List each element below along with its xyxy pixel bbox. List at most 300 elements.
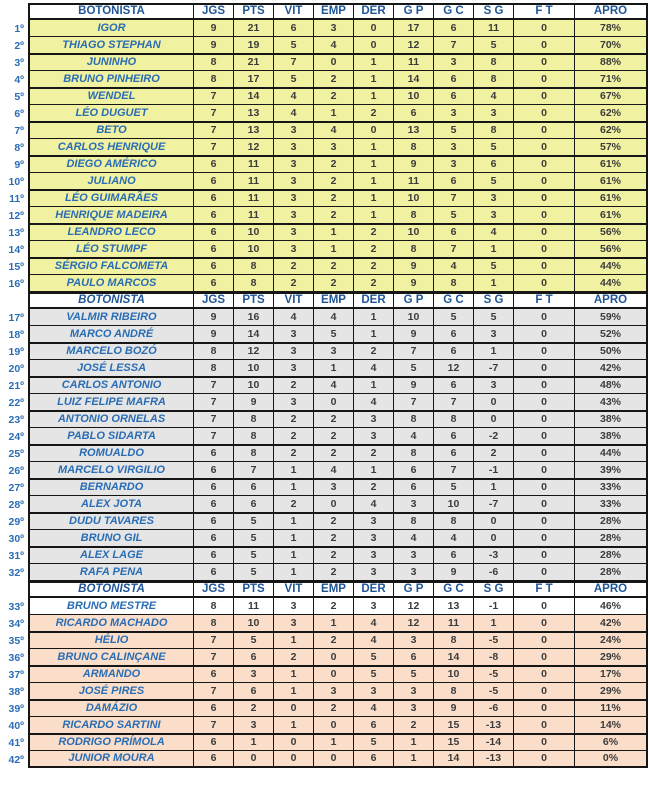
stat-cell-gp: 12 (394, 37, 434, 54)
stat-cell-emp: 2 (314, 428, 354, 445)
stat-cell-ft: 0 (514, 445, 575, 462)
player-row (0, 751, 650, 768)
stat-cell-gp: 7 (394, 343, 434, 360)
stat-cell-der: 1 (354, 377, 394, 394)
rank-label: 19º (0, 343, 28, 360)
player-row (0, 139, 650, 156)
stat-cell-der: 1 (354, 207, 394, 224)
stat-cell-ft: 0 (514, 734, 575, 751)
player-row (0, 173, 650, 190)
stat-cell-sg: -2 (474, 428, 514, 445)
player-name-cell: ANTONIO ORNELAS (28, 411, 194, 428)
stat-cell-gp: 8 (394, 241, 434, 258)
player-name-cell: JULIANO (28, 173, 194, 190)
player-row (0, 666, 650, 683)
player-name-cell: JOSÉ LESSA (28, 360, 194, 377)
stat-cell-vit: 3 (274, 241, 314, 258)
rank-label: 28º (0, 496, 28, 513)
rank-label: 5º (0, 88, 28, 105)
stat-cell-apro: 44% (575, 445, 648, 462)
player-name-cell: PAULO MARCOS (28, 275, 194, 292)
stat-cell-der: 3 (354, 411, 394, 428)
rank-label: 18º (0, 326, 28, 343)
stat-cell-gc: 13 (434, 598, 474, 615)
stat-cell-gc: 8 (434, 411, 474, 428)
column-header-apro: APRO (575, 3, 648, 20)
stat-cell-sg: 6 (474, 156, 514, 173)
stat-cell-vit: 2 (274, 258, 314, 275)
player-name-cell: ROMUALDO (28, 445, 194, 462)
player-row (0, 207, 650, 224)
stat-cell-apro: 61% (575, 190, 648, 207)
stat-cell-jgs: 7 (194, 428, 234, 445)
rank-label: 26º (0, 462, 28, 479)
stat-cell-ft: 0 (514, 326, 575, 343)
stat-cell-apro: 62% (575, 122, 648, 139)
stat-cell-vit: 1 (274, 564, 314, 581)
stat-cell-gp: 3 (394, 700, 434, 717)
stat-cell-apro: 28% (575, 513, 648, 530)
rank-label: 41º (0, 734, 28, 751)
stat-cell-emp: 3 (314, 139, 354, 156)
stat-cell-pts: 8 (234, 428, 274, 445)
stat-cell-gp: 10 (394, 88, 434, 105)
stat-cell-apro: 43% (575, 394, 648, 411)
rank-label: 3º (0, 54, 28, 71)
stat-cell-der: 3 (354, 598, 394, 615)
stat-cell-gp: 3 (394, 496, 434, 513)
player-name-cell: RODRIGO PRÍMOLA (28, 734, 194, 751)
stat-cell-ft: 0 (514, 394, 575, 411)
stat-cell-gc: 15 (434, 734, 474, 751)
stat-cell-pts: 21 (234, 20, 274, 37)
stat-cell-der: 4 (354, 632, 394, 649)
rank-label: 15º (0, 258, 28, 275)
stat-cell-apro: 14% (575, 717, 648, 734)
rank-label: 36º (0, 649, 28, 666)
rank-label: 17º (0, 309, 28, 326)
player-row (0, 649, 650, 666)
stat-cell-sg: -5 (474, 683, 514, 700)
column-header-gp: G P (394, 3, 434, 20)
column-header-ft: F T (514, 3, 575, 20)
stat-cell-gp: 8 (394, 411, 434, 428)
player-row (0, 224, 650, 241)
stat-cell-der: 1 (354, 462, 394, 479)
player-name-cell: DUDU TAVARES (28, 513, 194, 530)
player-row (0, 54, 650, 71)
column-header-sg: S G (474, 292, 514, 309)
player-row (0, 411, 650, 428)
stat-cell-vit: 2 (274, 377, 314, 394)
player-row (0, 683, 650, 700)
column-header-gc: G C (434, 581, 474, 598)
rank-label: 25º (0, 445, 28, 462)
stat-cell-gc: 3 (434, 105, 474, 122)
column-header-botonista: BOTONISTA (28, 581, 194, 598)
column-header-der: DER (354, 581, 394, 598)
stat-cell-sg: 0 (474, 530, 514, 547)
stat-cell-jgs: 6 (194, 156, 234, 173)
column-header-pts: PTS (234, 581, 274, 598)
stat-cell-der: 3 (354, 683, 394, 700)
player-row (0, 190, 650, 207)
stat-cell-jgs: 6 (194, 547, 234, 564)
stat-cell-sg: 5 (474, 37, 514, 54)
stat-cell-pts: 19 (234, 37, 274, 54)
stat-cell-der: 1 (354, 54, 394, 71)
rank-label: 40º (0, 717, 28, 734)
stat-cell-gp: 8 (394, 139, 434, 156)
stat-cell-ft: 0 (514, 683, 575, 700)
stat-cell-der: 2 (354, 105, 394, 122)
stat-cell-pts: 1 (234, 734, 274, 751)
stat-cell-vit: 1 (274, 632, 314, 649)
stat-cell-gp: 1 (394, 751, 434, 768)
stat-cell-apro: 39% (575, 462, 648, 479)
stat-cell-gc: 9 (434, 700, 474, 717)
player-row (0, 717, 650, 734)
stat-cell-gc: 6 (434, 343, 474, 360)
stat-cell-gc: 11 (434, 615, 474, 632)
stat-cell-emp: 4 (314, 309, 354, 326)
stat-cell-ft: 0 (514, 632, 575, 649)
stat-cell-der: 0 (354, 20, 394, 37)
stat-cell-emp: 3 (314, 683, 354, 700)
stat-cell-emp: 4 (314, 37, 354, 54)
stat-cell-pts: 5 (234, 513, 274, 530)
stat-cell-emp: 0 (314, 394, 354, 411)
stat-cell-pts: 6 (234, 479, 274, 496)
stat-cell-apro: 38% (575, 411, 648, 428)
stat-cell-emp: 0 (314, 649, 354, 666)
stat-cell-sg: 3 (474, 207, 514, 224)
rank-label: 27º (0, 479, 28, 496)
stat-cell-apro: 50% (575, 343, 648, 360)
stat-cell-vit: 4 (274, 88, 314, 105)
stat-cell-gp: 6 (394, 462, 434, 479)
stat-cell-sg: 1 (474, 479, 514, 496)
section-header-row (0, 581, 650, 598)
stat-cell-sg: -6 (474, 700, 514, 717)
stat-cell-emp: 2 (314, 71, 354, 88)
rank-label: 7º (0, 122, 28, 139)
stat-cell-jgs: 8 (194, 343, 234, 360)
stat-cell-emp: 1 (314, 105, 354, 122)
stat-cell-jgs: 8 (194, 360, 234, 377)
column-header-vit: VIT (274, 292, 314, 309)
stat-cell-der: 1 (354, 190, 394, 207)
player-name-cell: RICARDO MACHADO (28, 615, 194, 632)
player-row (0, 700, 650, 717)
player-row (0, 88, 650, 105)
stat-cell-sg: 8 (474, 54, 514, 71)
stat-cell-emp: 4 (314, 377, 354, 394)
player-row (0, 734, 650, 751)
stat-cell-jgs: 7 (194, 139, 234, 156)
stat-cell-pts: 10 (234, 224, 274, 241)
stat-cell-jgs: 6 (194, 734, 234, 751)
stat-cell-gp: 9 (394, 326, 434, 343)
stat-cell-jgs: 6 (194, 496, 234, 513)
stat-cell-sg: -5 (474, 632, 514, 649)
stat-cell-pts: 8 (234, 445, 274, 462)
stat-cell-vit: 6 (274, 20, 314, 37)
stat-cell-gc: 6 (434, 20, 474, 37)
stat-cell-gp: 9 (394, 377, 434, 394)
stat-cell-emp: 2 (314, 156, 354, 173)
stat-cell-ft: 0 (514, 428, 575, 445)
stat-cell-jgs: 6 (194, 445, 234, 462)
player-name-cell: MARCELO BOZÓ (28, 343, 194, 360)
stat-cell-vit: 4 (274, 309, 314, 326)
stat-cell-emp: 1 (314, 241, 354, 258)
stat-cell-gc: 3 (434, 156, 474, 173)
stat-cell-der: 6 (354, 717, 394, 734)
column-header-jgs: JGS (194, 3, 234, 20)
stat-cell-emp: 2 (314, 513, 354, 530)
stat-cell-jgs: 6 (194, 241, 234, 258)
stat-cell-emp: 1 (314, 224, 354, 241)
stat-cell-sg: 5 (474, 309, 514, 326)
stat-cell-gc: 7 (434, 190, 474, 207)
stat-cell-gc: 8 (434, 683, 474, 700)
stat-cell-sg: -13 (474, 717, 514, 734)
stat-cell-pts: 16 (234, 309, 274, 326)
stat-cell-der: 5 (354, 649, 394, 666)
stat-cell-apro: 48% (575, 377, 648, 394)
stat-cell-pts: 8 (234, 258, 274, 275)
stat-cell-apro: 33% (575, 496, 648, 513)
rank-label: 38º (0, 683, 28, 700)
stat-cell-ft: 0 (514, 615, 575, 632)
player-name-cell: DAMÁZIO (28, 700, 194, 717)
stat-cell-sg: 2 (474, 445, 514, 462)
stat-cell-vit: 3 (274, 173, 314, 190)
stat-cell-apro: 88% (575, 54, 648, 71)
stat-cell-emp: 2 (314, 700, 354, 717)
stat-cell-emp: 2 (314, 173, 354, 190)
column-header-jgs: JGS (194, 292, 234, 309)
stat-cell-sg: -7 (474, 496, 514, 513)
stat-cell-gc: 6 (434, 224, 474, 241)
stat-cell-vit: 1 (274, 462, 314, 479)
player-name-cell: LÉO GUIMARÃES (28, 190, 194, 207)
rank-label: 39º (0, 700, 28, 717)
stat-cell-vit: 2 (274, 649, 314, 666)
column-header-der: DER (354, 3, 394, 20)
stat-cell-gc: 3 (434, 139, 474, 156)
stat-cell-ft: 0 (514, 258, 575, 275)
stat-cell-vit: 0 (274, 700, 314, 717)
stat-cell-apro: 67% (575, 88, 648, 105)
stat-cell-der: 1 (354, 173, 394, 190)
column-header-botonista: BOTONISTA (28, 3, 194, 20)
stat-cell-der: 1 (354, 326, 394, 343)
stat-cell-pts: 13 (234, 105, 274, 122)
column-header-pts: PTS (234, 3, 274, 20)
stat-cell-der: 2 (354, 224, 394, 241)
stat-cell-gp: 10 (394, 224, 434, 241)
stat-cell-gp: 10 (394, 190, 434, 207)
stat-cell-der: 2 (354, 275, 394, 292)
stat-cell-ft: 0 (514, 241, 575, 258)
stat-cell-gp: 3 (394, 547, 434, 564)
stat-cell-gp: 6 (394, 479, 434, 496)
stat-cell-apro: 42% (575, 615, 648, 632)
stat-cell-sg: 3 (474, 326, 514, 343)
player-name-cell: VALMIR RIBEIRO (28, 309, 194, 326)
player-row (0, 598, 650, 615)
stat-cell-jgs: 6 (194, 564, 234, 581)
stat-cell-gc: 5 (434, 122, 474, 139)
rank-label: 1º (0, 20, 28, 37)
stat-cell-jgs: 7 (194, 377, 234, 394)
stat-cell-apro: 52% (575, 326, 648, 343)
rank-label: 37º (0, 666, 28, 683)
stat-cell-gc: 5 (434, 207, 474, 224)
stat-cell-emp: 2 (314, 530, 354, 547)
stat-cell-ft: 0 (514, 54, 575, 71)
player-row (0, 615, 650, 632)
stat-cell-pts: 5 (234, 632, 274, 649)
stat-cell-emp: 2 (314, 258, 354, 275)
stat-cell-jgs: 6 (194, 666, 234, 683)
player-row (0, 360, 650, 377)
stat-cell-gp: 7 (394, 394, 434, 411)
stat-cell-pts: 10 (234, 360, 274, 377)
stat-cell-pts: 2 (234, 700, 274, 717)
stat-cell-emp: 5 (314, 326, 354, 343)
stat-cell-emp: 2 (314, 564, 354, 581)
player-row (0, 343, 650, 360)
stat-cell-vit: 4 (274, 105, 314, 122)
stat-cell-gp: 1 (394, 734, 434, 751)
stat-cell-der: 0 (354, 122, 394, 139)
stat-cell-apro: 44% (575, 258, 648, 275)
stat-cell-jgs: 8 (194, 71, 234, 88)
stat-cell-der: 5 (354, 666, 394, 683)
stat-cell-apro: 29% (575, 683, 648, 700)
stat-cell-pts: 6 (234, 683, 274, 700)
stat-cell-ft: 0 (514, 598, 575, 615)
stat-cell-gp: 10 (394, 309, 434, 326)
stat-cell-der: 2 (354, 258, 394, 275)
player-name-cell: LÉO STUMPF (28, 241, 194, 258)
stat-cell-sg: 5 (474, 173, 514, 190)
player-row (0, 377, 650, 394)
stat-cell-der: 1 (354, 139, 394, 156)
rank-gutter-spacer (0, 3, 28, 20)
stat-cell-pts: 13 (234, 122, 274, 139)
stat-cell-sg: 8 (474, 71, 514, 88)
stat-cell-gp: 8 (394, 207, 434, 224)
stat-cell-gc: 6 (434, 377, 474, 394)
rank-label: 10º (0, 173, 28, 190)
player-name-cell: MARCELO VIRGILIO (28, 462, 194, 479)
stat-cell-gc: 7 (434, 394, 474, 411)
stat-cell-sg: -1 (474, 462, 514, 479)
stat-cell-ft: 0 (514, 751, 575, 768)
player-name-cell: CARLOS HENRIQUE (28, 139, 194, 156)
rank-label: 14º (0, 241, 28, 258)
player-name-cell: ALEX JOTA (28, 496, 194, 513)
stat-cell-ft: 0 (514, 139, 575, 156)
stat-cell-emp: 2 (314, 411, 354, 428)
player-name-cell: DIEGO AMÉRICO (28, 156, 194, 173)
rank-gutter-spacer (0, 581, 28, 598)
stat-cell-jgs: 9 (194, 37, 234, 54)
botonista-standings-table (0, 3, 650, 768)
rank-label: 2º (0, 37, 28, 54)
stat-cell-sg: 0 (474, 394, 514, 411)
stat-cell-sg: -1 (474, 598, 514, 615)
stat-cell-apro: 56% (575, 241, 648, 258)
player-name-cell: BRUNO PINHEIRO (28, 71, 194, 88)
player-name-cell: RICARDO SARTINI (28, 717, 194, 734)
stat-cell-gc: 9 (434, 564, 474, 581)
stat-cell-apro: 29% (575, 649, 648, 666)
stat-cell-vit: 2 (274, 445, 314, 462)
rank-label: 31º (0, 547, 28, 564)
stat-cell-emp: 4 (314, 122, 354, 139)
stat-cell-gc: 6 (434, 547, 474, 564)
stat-cell-apro: 61% (575, 173, 648, 190)
stat-cell-vit: 2 (274, 411, 314, 428)
stat-cell-pts: 11 (234, 156, 274, 173)
stat-cell-emp: 3 (314, 343, 354, 360)
stat-cell-jgs: 6 (194, 462, 234, 479)
column-header-apro: APRO (575, 581, 648, 598)
rank-label: 8º (0, 139, 28, 156)
player-name-cell: BRUNO CALINÇANE (28, 649, 194, 666)
section-header-row (0, 3, 650, 20)
stat-cell-der: 4 (354, 394, 394, 411)
stat-cell-jgs: 7 (194, 632, 234, 649)
stat-cell-jgs: 8 (194, 54, 234, 71)
stat-cell-apro: 17% (575, 666, 648, 683)
stat-cell-jgs: 7 (194, 683, 234, 700)
stat-cell-der: 3 (354, 513, 394, 530)
rank-label: 16º (0, 275, 28, 292)
player-row (0, 37, 650, 54)
stat-cell-gc: 6 (434, 88, 474, 105)
player-name-cell: JUNIOR MOURA (28, 751, 194, 768)
stat-cell-gp: 6 (394, 649, 434, 666)
stat-cell-apro: 56% (575, 224, 648, 241)
stat-cell-pts: 14 (234, 88, 274, 105)
stat-cell-emp: 0 (314, 751, 354, 768)
stat-cell-gp: 11 (394, 54, 434, 71)
stat-cell-vit: 2 (274, 428, 314, 445)
rank-label: 35º (0, 632, 28, 649)
rank-label: 32º (0, 564, 28, 581)
stat-cell-gp: 17 (394, 20, 434, 37)
stat-cell-gp: 14 (394, 71, 434, 88)
stat-cell-vit: 0 (274, 751, 314, 768)
stat-cell-sg: 1 (474, 615, 514, 632)
stat-cell-apro: 71% (575, 71, 648, 88)
stat-cell-apro: 61% (575, 156, 648, 173)
player-row (0, 275, 650, 292)
player-row (0, 428, 650, 445)
stat-cell-jgs: 9 (194, 309, 234, 326)
stat-cell-gc: 3 (434, 54, 474, 71)
stat-cell-gc: 15 (434, 717, 474, 734)
stat-cell-vit: 1 (274, 683, 314, 700)
stat-cell-emp: 1 (314, 360, 354, 377)
stat-cell-gp: 4 (394, 428, 434, 445)
